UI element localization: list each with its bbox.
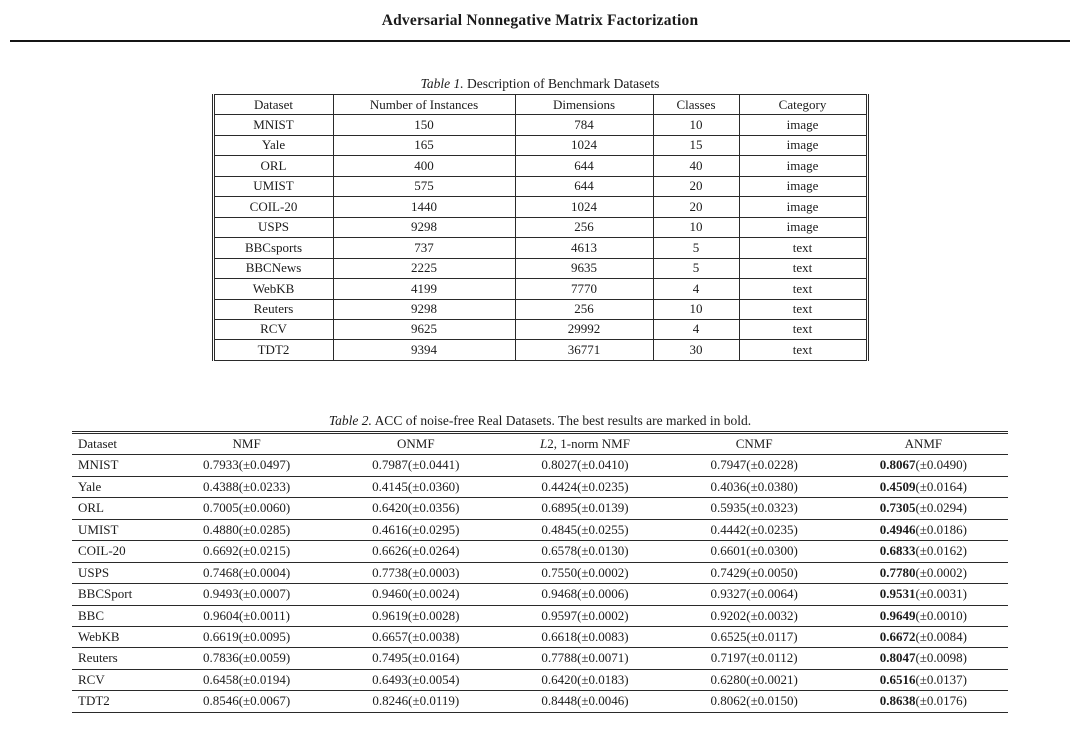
- table-cell: image: [739, 156, 867, 176]
- dataset-cell: RCV: [72, 669, 162, 690]
- table-cell: 0.7429(±0.0050): [670, 562, 839, 583]
- table-cell: 1024: [515, 197, 653, 217]
- benchmark-datasets-table: [212, 94, 869, 361]
- dataset-cell: MNIST: [213, 115, 333, 135]
- table-cell: 0.9649(±0.0010): [839, 605, 1008, 626]
- table-cell: 0.9619(±0.0028): [331, 605, 500, 626]
- dataset-cell: BBCNews: [213, 258, 333, 278]
- table-cell: text: [739, 319, 867, 339]
- table-cell: 0.7468(±0.0004): [162, 562, 331, 583]
- table-cell: 0.7305(±0.0294): [839, 498, 1008, 519]
- table-row: [72, 455, 1008, 476]
- table2-section: [0, 413, 1080, 713]
- table-cell: 0.6618(±0.0083): [500, 626, 669, 647]
- table-cell: 1440: [333, 197, 515, 217]
- table-cell: 784: [515, 115, 653, 135]
- dataset-cell: Reuters: [213, 299, 333, 319]
- table-cell: 9298: [333, 217, 515, 237]
- table-row: [72, 541, 1008, 562]
- table-row: [72, 498, 1008, 519]
- table-cell: 0.7738(±0.0003): [331, 562, 500, 583]
- table-cell: 5: [653, 238, 739, 258]
- table-cell: 0.9604(±0.0011): [162, 605, 331, 626]
- table-cell: 165: [333, 135, 515, 155]
- table-cell: 9625: [333, 319, 515, 339]
- column-header: Dataset: [72, 432, 162, 454]
- table-row: [213, 197, 867, 217]
- table-cell: 644: [515, 176, 653, 196]
- table-cell: 0.8638(±0.0176): [839, 691, 1008, 712]
- table-cell: image: [739, 176, 867, 196]
- dataset-cell: Yale: [213, 135, 333, 155]
- table-cell: 0.6493(±0.0054): [331, 669, 500, 690]
- table-cell: 0.9202(±0.0032): [670, 605, 839, 626]
- table-row: [72, 626, 1008, 647]
- table-cell: 644: [515, 156, 653, 176]
- column-header: Category: [739, 95, 867, 115]
- table-cell: 10: [653, 299, 739, 319]
- table-cell: 2225: [333, 258, 515, 278]
- table-cell: 0.6516(±0.0137): [839, 669, 1008, 690]
- table-row: [213, 319, 867, 339]
- table-cell: 0.9493(±0.0007): [162, 584, 331, 605]
- table-cell: 0.6672(±0.0084): [839, 626, 1008, 647]
- table-row: [72, 648, 1008, 669]
- table-cell: 7770: [515, 279, 653, 299]
- table-cell: 0.7933(±0.0497): [162, 455, 331, 476]
- table-cell: image: [739, 217, 867, 237]
- table-cell: 0.4509(±0.0164): [839, 476, 1008, 497]
- table-cell: 0.6458(±0.0194): [162, 669, 331, 690]
- table-cell: text: [739, 258, 867, 278]
- table-cell: 0.6657(±0.0038): [331, 626, 500, 647]
- table1-section: [0, 76, 1080, 361]
- table-cell: 400: [333, 156, 515, 176]
- table-cell: 0.9531(±0.0031): [839, 584, 1008, 605]
- table-cell: 0.4880(±0.0285): [162, 519, 331, 540]
- table-cell: image: [739, 115, 867, 135]
- table-row: [72, 605, 1008, 626]
- table-cell: 0.5935(±0.0323): [670, 498, 839, 519]
- table-row: [72, 476, 1008, 497]
- table-cell: 150: [333, 115, 515, 135]
- table-cell: 737: [333, 238, 515, 258]
- table-cell: 0.9460(±0.0024): [331, 584, 500, 605]
- table-row: [213, 217, 867, 237]
- table-cell: text: [739, 238, 867, 258]
- dataset-cell: WebKB: [213, 279, 333, 299]
- dataset-cell: Yale: [72, 476, 162, 497]
- table-cell: 4: [653, 279, 739, 299]
- dataset-cell: WebKB: [72, 626, 162, 647]
- table-cell: 0.4946(±0.0186): [839, 519, 1008, 540]
- dataset-cell: BBC: [72, 605, 162, 626]
- dataset-cell: TDT2: [213, 340, 333, 360]
- table-cell: 0.6420(±0.0183): [500, 669, 669, 690]
- table-cell: 0.8546(±0.0067): [162, 691, 331, 712]
- table-cell: 0.8062(±0.0150): [670, 691, 839, 712]
- table-cell: 0.7836(±0.0059): [162, 648, 331, 669]
- table2-caption-label: Table 2.: [328, 412, 372, 428]
- table-cell: 0.7987(±0.0441): [331, 455, 500, 476]
- table-row: [213, 238, 867, 258]
- table-cell: 0.6280(±0.0021): [670, 669, 839, 690]
- table-cell: 10: [653, 115, 739, 135]
- table-cell: 5: [653, 258, 739, 278]
- table-cell: 0.8448(±0.0046): [500, 691, 669, 712]
- paper-title: Adversarial Nonnegative Matrix Factorization: [381, 12, 699, 29]
- table-cell: 0.4145(±0.0360): [331, 476, 500, 497]
- table2-caption: [329, 413, 751, 429]
- table-cell: 0.7005(±0.0060): [162, 498, 331, 519]
- table-cell: text: [739, 299, 867, 319]
- table-row: [72, 562, 1008, 583]
- table-cell: 10: [653, 217, 739, 237]
- dataset-cell: ORL: [72, 498, 162, 519]
- dataset-cell: COIL-20: [72, 541, 162, 562]
- table-row: [213, 279, 867, 299]
- table-cell: text: [739, 279, 867, 299]
- column-header: Dataset: [213, 95, 333, 115]
- column-header: L2, 1-norm NMF: [500, 432, 669, 454]
- table-cell: 0.6833(±0.0162): [839, 541, 1008, 562]
- table-row: [213, 156, 867, 176]
- table-cell: 0.7947(±0.0228): [670, 455, 839, 476]
- table-cell: 0.9597(±0.0002): [500, 605, 669, 626]
- dataset-cell: COIL-20: [213, 197, 333, 217]
- table-cell: 0.8067(±0.0490): [839, 455, 1008, 476]
- table-cell: 4: [653, 319, 739, 339]
- table-cell: 15: [653, 135, 739, 155]
- table-cell: 0.6601(±0.0300): [670, 541, 839, 562]
- table-cell: 0.7550(±0.0002): [500, 562, 669, 583]
- table-cell: 575: [333, 176, 515, 196]
- table-cell: 0.7780(±0.0002): [839, 562, 1008, 583]
- table-cell: 9635: [515, 258, 653, 278]
- header-rule: [10, 40, 1070, 42]
- header-row: [72, 432, 1008, 454]
- table-cell: 0.6525(±0.0117): [670, 626, 839, 647]
- table-cell: 0.6420(±0.0356): [331, 498, 500, 519]
- table-cell: text: [739, 340, 867, 360]
- table-cell: 0.4036(±0.0380): [670, 476, 839, 497]
- table-cell: 30: [653, 340, 739, 360]
- table-cell: 4613: [515, 238, 653, 258]
- dataset-cell: RCV: [213, 319, 333, 339]
- table-cell: 1024: [515, 135, 653, 155]
- column-header: CNMF: [670, 432, 839, 454]
- table-row: [213, 135, 867, 155]
- table1-caption-text: Description of Benchmark Datasets: [467, 76, 660, 91]
- table-row: [213, 258, 867, 278]
- table-cell: 0.6626(±0.0264): [331, 541, 500, 562]
- dataset-cell: Reuters: [72, 648, 162, 669]
- table-cell: 0.8027(±0.0410): [500, 455, 669, 476]
- column-header: Number of Instances: [333, 95, 515, 115]
- table-row: [72, 669, 1008, 690]
- table-cell: 0.6692(±0.0215): [162, 541, 331, 562]
- dataset-cell: USPS: [213, 217, 333, 237]
- table-cell: 0.7197(±0.0112): [670, 648, 839, 669]
- table-cell: 0.7495(±0.0164): [331, 648, 500, 669]
- table-cell: 0.4616(±0.0295): [331, 519, 500, 540]
- table-row: [72, 584, 1008, 605]
- dataset-cell: ORL: [213, 156, 333, 176]
- table-cell: 256: [515, 299, 653, 319]
- table-cell: 4199: [333, 279, 515, 299]
- table-row: [213, 340, 867, 360]
- table-cell: 256: [515, 217, 653, 237]
- column-header: ONMF: [331, 432, 500, 454]
- table-cell: 0.6619(±0.0095): [162, 626, 331, 647]
- column-header: ANMF: [839, 432, 1008, 454]
- table2-caption-text: ACC of noise-free Real Datasets. The best results are marked in bold.: [374, 412, 752, 428]
- table-cell: 0.6895(±0.0139): [500, 498, 669, 519]
- dataset-cell: UMIST: [72, 519, 162, 540]
- table-cell: 0.9327(±0.0064): [670, 584, 839, 605]
- table-cell: image: [739, 135, 867, 155]
- header-row: [213, 95, 867, 115]
- table-cell: image: [739, 197, 867, 217]
- table-row: [72, 691, 1008, 712]
- table-cell: 0.4845(±0.0255): [500, 519, 669, 540]
- table-cell: 0.7788(±0.0071): [500, 648, 669, 669]
- table-cell: 9298: [333, 299, 515, 319]
- dataset-cell: USPS: [72, 562, 162, 583]
- table-cell: 40: [653, 156, 739, 176]
- table-row: [72, 519, 1008, 540]
- dataset-cell: BBCSport: [72, 584, 162, 605]
- table-cell: 0.6578(±0.0130): [500, 541, 669, 562]
- table-cell: 0.8047(±0.0098): [839, 648, 1008, 669]
- dataset-cell: UMIST: [213, 176, 333, 196]
- table-cell: 0.4424(±0.0235): [500, 476, 669, 497]
- column-header: Classes: [653, 95, 739, 115]
- column-header: Dimensions: [515, 95, 653, 115]
- table-cell: 20: [653, 197, 739, 217]
- table-cell: 9394: [333, 340, 515, 360]
- table-row: [213, 176, 867, 196]
- table1-caption-label: Table 1.: [420, 76, 464, 91]
- table-cell: 0.4388(±0.0233): [162, 476, 331, 497]
- column-header: NMF: [162, 432, 331, 454]
- table-row: [213, 115, 867, 135]
- dataset-cell: TDT2: [72, 691, 162, 712]
- table-cell: 0.9468(±0.0006): [500, 584, 669, 605]
- table-row: [213, 299, 867, 319]
- acc-results-table: [72, 431, 1008, 713]
- table-cell: 0.4442(±0.0235): [670, 519, 839, 540]
- table-cell: 0.8246(±0.0119): [331, 691, 500, 712]
- table-cell: 20: [653, 176, 739, 196]
- table-cell: 36771: [515, 340, 653, 360]
- table-cell: 29992: [515, 319, 653, 339]
- dataset-cell: MNIST: [72, 455, 162, 476]
- table1-caption: [421, 76, 660, 92]
- dataset-cell: BBCsports: [213, 238, 333, 258]
